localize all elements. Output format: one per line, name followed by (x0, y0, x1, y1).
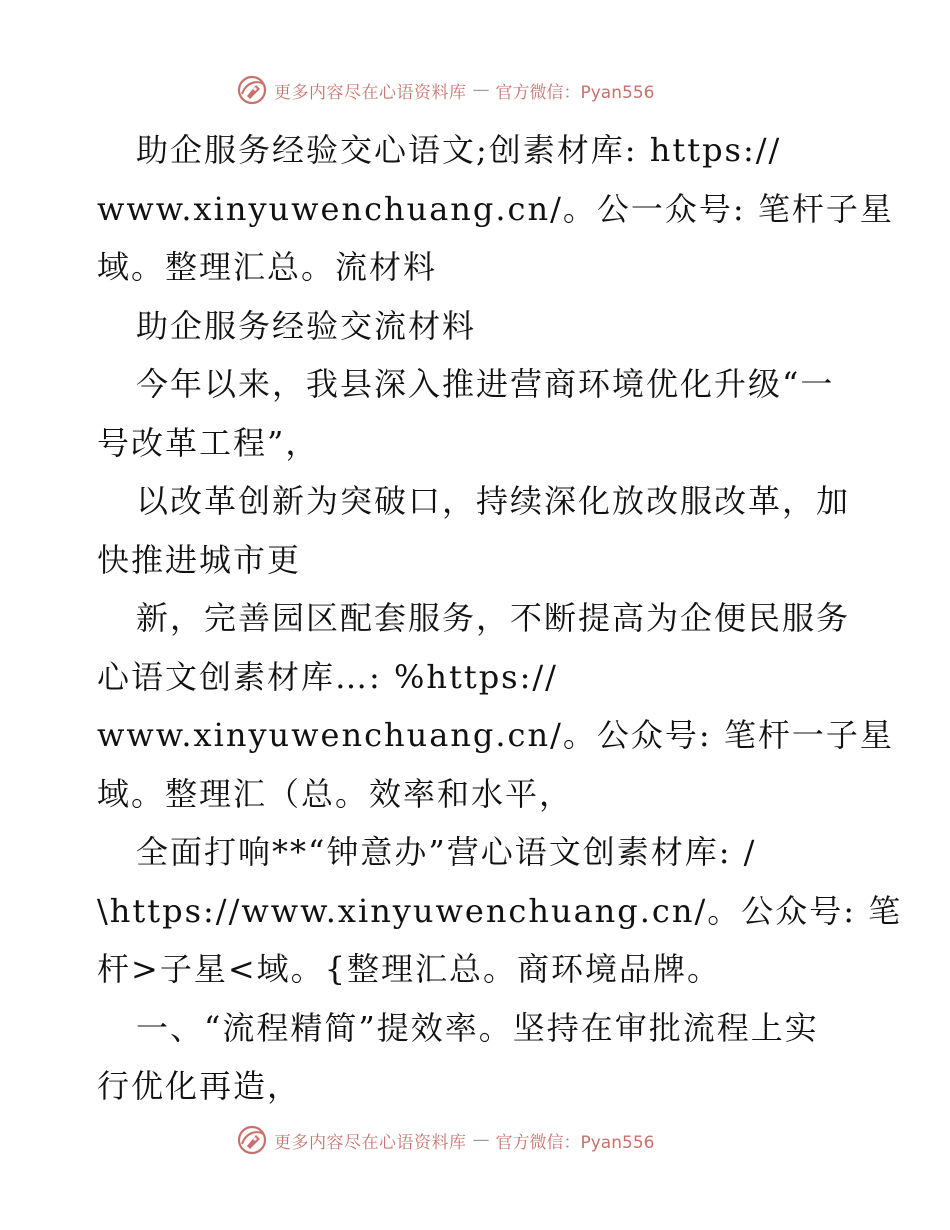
text-line-11: www.xinyuwenchuang.cn/。公众号: 笔杆一子星 (97, 716, 894, 754)
banner-contact: 官方微信：Pyan556 (495, 1132, 655, 1153)
footer-watermark-banner (236, 1123, 654, 1157)
text-line-2: www.xinyuwenchuang.cn/。公一众号: 笔杆子星 (97, 189, 894, 228)
banner-contact: 官方微信：Pyan556 (495, 82, 655, 103)
text-line-9: 新，完善园区配套服务，不断提高为企便民服务 (136, 599, 851, 637)
banner-dash: — (472, 80, 490, 100)
text-line-12: 域。整理汇（总。效率和水平， (97, 774, 574, 813)
text-line-13: 全面打响**“钟意办”营心语文创素材库: / (136, 833, 757, 871)
text-line-15: 杆>子星<域。{整理汇总。商环境品牌。 (97, 950, 721, 988)
text-line-16: 一、“流程精简”提效率。坚持在审批流程上实 (136, 1008, 819, 1047)
header-watermark-banner (236, 73, 654, 107)
text-line-8: 快推进城市更 (97, 540, 302, 579)
pen-nib-logo-icon (236, 74, 268, 106)
text-line-7: 以改革创新为突破口，持续深化放改服改革，加 (136, 482, 851, 520)
text-line-4: 助企服务经验交流材料 (136, 306, 477, 345)
banner-dash: — (472, 1130, 490, 1150)
banner-title: 更多内容尽在心语资料库 (274, 82, 467, 103)
text-line-3: 域。整理汇总。流材料 (97, 248, 438, 286)
text-line-14: \https://www.xinyuwenchuang.cn/。公众号: 笔 (97, 891, 903, 930)
document-body (97, 121, 903, 1116)
text-line-5: 今年以来，我县深入推进营商环境优化升级“一 (136, 365, 835, 403)
banner-title: 更多内容尽在心语资料库 (274, 1132, 467, 1153)
text-line-1: 助企服务经验交心语文;创素材库: https:// (136, 131, 782, 169)
text-line-6: 号改革工程”， (97, 423, 320, 462)
pen-nib-logo-icon (236, 1124, 268, 1156)
text-line-17: 行优化再造， (97, 1067, 302, 1105)
text-line-10: 心语文创素材库…: %https:// (97, 657, 558, 696)
